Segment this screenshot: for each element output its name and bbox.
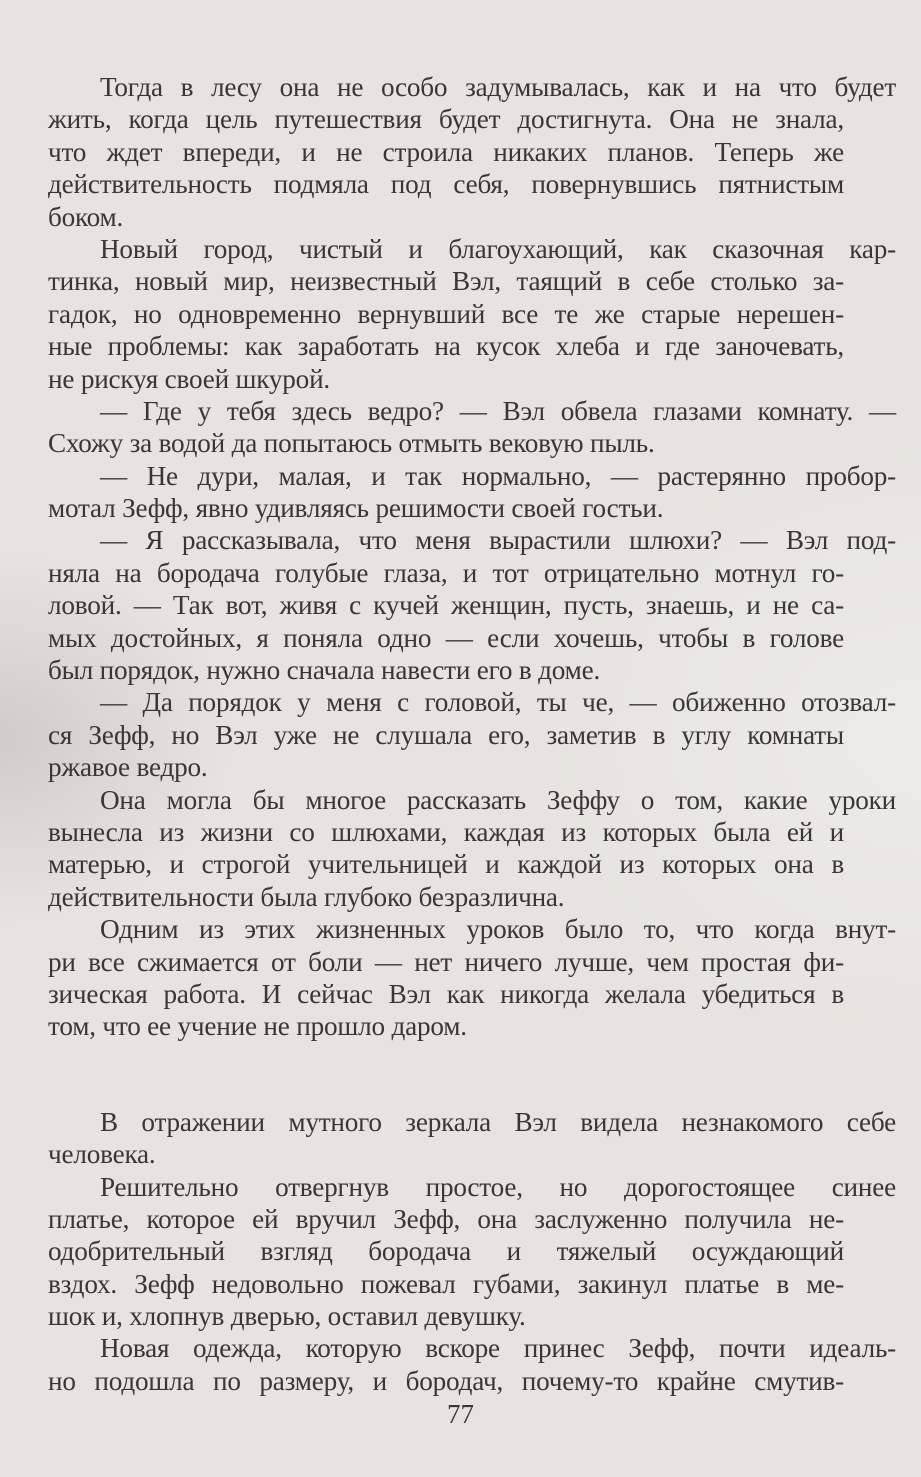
text-line: ри все сжимается от боли — нет ничего лучше, чем простая фи- [48, 946, 844, 977]
text-line: Тогда в лесу она не особо задумывалась, как и на что будет [100, 72, 896, 102]
text-line: что ждет впереди, и не строила никаких планов. Теперь же [48, 136, 844, 167]
text-line: ржавое ведро. [48, 752, 208, 783]
text-line: был порядок, нужно сначала навести его в доме. [48, 655, 601, 686]
paragraph [48, 395, 896, 460]
text-line: том, что ее учение не прошло даром. [48, 1011, 467, 1042]
paragraph [48, 233, 896, 395]
text-line: ся Зефф, но Вэл уже не слушала его, заметив в углу комнаты [48, 719, 844, 750]
text-line: ловой. — Так вот, живя с кучей женщин, пусть, знаешь, и не са- [48, 590, 844, 621]
section-break [48, 1043, 844, 1106]
text-line: Новый город, чистый и благоухающий, как сказочная кар- [100, 233, 896, 264]
text-line: Схожу за водой да попытаюсь отмыть вековую пыль. [48, 428, 655, 459]
text-line: зическая работа. И сейчас Вэл как никогда желала убедиться в [48, 978, 844, 1009]
text-line: матерью, и строгой учительницей и каждой из которых она в [48, 849, 844, 880]
text-line: няла на бородача голубые глаза, и тот отрицательно мотнул го- [48, 557, 844, 588]
paragraph [48, 1171, 896, 1333]
text-line: одобрительный взгляд бородача и тяжелый осуждающий [48, 1236, 844, 1267]
text-line: платье, которое ей вручил Зефф, она заслуженно получила не- [48, 1203, 844, 1234]
text-line: гадок, но одновременно вернувший все те же старые нерешен- [48, 298, 844, 329]
text-line: шок и, хлопнув дверью, оставил девушку. [48, 1301, 526, 1332]
section-1 [48, 71, 896, 1043]
text-line: — Не дури, малая, и так нормально, — растерянно пробор- [100, 460, 896, 491]
paragraph [48, 784, 896, 914]
book-page-body [48, 71, 896, 1397]
text-line: мых достойных, я поняла одно — если хочешь, чтобы в голове [48, 622, 844, 653]
text-line: В отражении мутного зеркала Вэл видела незнакомого себе [100, 1106, 896, 1137]
paragraph [48, 686, 896, 783]
text-line: жить, когда цель путешествия будет достигнута. Она не знала, [48, 104, 844, 135]
text-line: боком. [48, 201, 124, 232]
text-line: действительность подмяла под себя, повернувшись пятнистым [48, 169, 844, 200]
text-line: вынесла из жизни со шлюхами, каждая из которых была ей и [48, 816, 844, 847]
paragraph [48, 1332, 896, 1397]
text-line: Новая одежда, которую вскоре принес Зефф, почти идеаль- [100, 1333, 896, 1364]
page-number: 77 [447, 1399, 474, 1429]
paragraph [48, 524, 896, 686]
text-line: — Я рассказывала, что меня вырастили шлюхи? — Вэл под- [100, 525, 896, 556]
text-line: ные проблемы: как заработать на кусок хлеба и где заночевать, [48, 331, 844, 362]
text-line: действительности была глубоко безразлична. [48, 881, 565, 912]
text-line: вздох. Зефф недовольно пожевал губами, закинул платье в ме- [48, 1268, 844, 1299]
text-line: Одним из этих жизненных уроков было то, что когда внут- [100, 914, 896, 945]
section-2 [48, 1106, 896, 1398]
text-line: — Где у тебя здесь ведро? — Вэл обвела глазами комнату. — [100, 395, 896, 426]
paragraph [48, 913, 896, 1043]
text-line: тинка, новый мир, неизвестный Вэл, таящий в себе столько за- [48, 266, 844, 297]
text-line: Она могла бы многое рассказать Зеффу о том, какие уроки [100, 784, 896, 815]
paragraph [48, 460, 896, 525]
paragraph [48, 1106, 896, 1171]
text-line: Решительно отвергнув простое, но дорогостоящее синее [100, 1171, 896, 1202]
text-line: мотал Зефф, явно удивляясь решимости своей гостьи. [48, 493, 664, 524]
paragraph [48, 71, 896, 233]
text-line: но подошла по размеру, и бородач, почему-то крайне смутив- [48, 1365, 844, 1396]
text-line: человека. [48, 1139, 156, 1170]
text-line: не рискуя своей шкурой. [48, 363, 331, 394]
text-line: — Да порядок у меня с головой, ты че, — обиженно отозвал- [100, 687, 896, 718]
